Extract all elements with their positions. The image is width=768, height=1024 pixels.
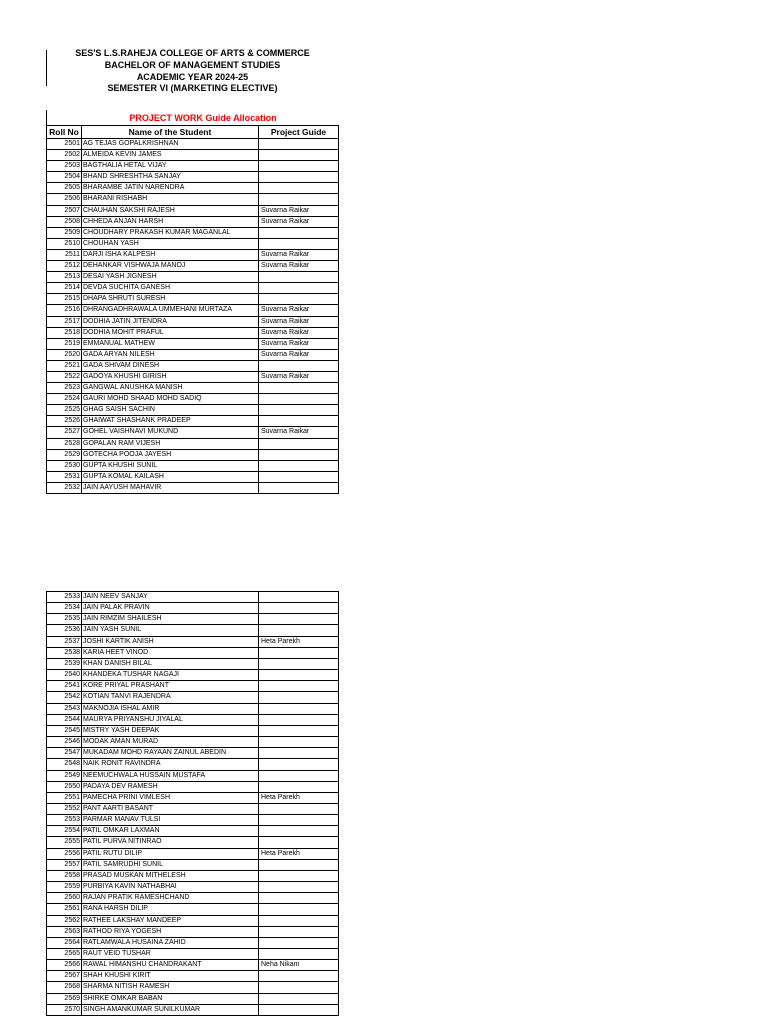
- table-row: [47, 216, 339, 227]
- project-guide-cell: [259, 360, 339, 371]
- roll-number-cell: 2569: [47, 993, 82, 1004]
- roll-number-cell: 2511: [47, 249, 82, 260]
- roll-number-cell: 2520: [47, 349, 82, 360]
- student-name-cell: PATIL SAMRUDHI SUNIL: [82, 859, 259, 870]
- table-row: [47, 327, 339, 338]
- student-name-cell: KOTIAN TANVI RAJENDRA: [82, 692, 259, 703]
- project-guide-cell: Suvarna Raikar: [259, 205, 339, 216]
- table-row: [47, 338, 339, 349]
- roll-number-cell: 2503: [47, 161, 82, 172]
- project-guide-cell: [259, 449, 339, 460]
- student-name-cell: MAURYA PRIYANSHU JIYALAL: [82, 714, 259, 725]
- student-name-cell: PATIL PURVA NITINRAO: [82, 837, 259, 848]
- project-guide-cell: Suvarna Raikar: [259, 338, 339, 349]
- student-name-cell: DODHIA MOHIT PRAFUL: [82, 327, 259, 338]
- student-name-cell: GADA SHIVAM DINESH: [82, 360, 259, 371]
- table-row: [47, 993, 339, 1004]
- student-name-cell: PRASAD MUSKAN MITHELESH: [82, 870, 259, 881]
- student-name-cell: GOPALAN RAM VIJESH: [82, 438, 259, 449]
- student-name-cell: MUKADAM MOHD RAYAAN ZAINUL ABEDIN: [82, 748, 259, 759]
- student-name-cell: PATIL OMKAR LAXMAN: [82, 826, 259, 837]
- roll-number-cell: 2517: [47, 316, 82, 327]
- student-name-cell: GOTECHA POOJA JAYESH: [82, 449, 259, 460]
- table-row: [47, 926, 339, 937]
- student-name-cell: KORE PRIYAL PRASHANT: [82, 681, 259, 692]
- student-name-cell: KHANDEKA TUSHAR NAGAJI: [82, 670, 259, 681]
- roll-number-cell: 2502: [47, 150, 82, 161]
- project-guide-cell: Neha Nikam: [259, 960, 339, 971]
- roll-number-cell: 2540: [47, 670, 82, 681]
- project-guide-cell: Heta Parekh: [259, 792, 339, 803]
- student-name-cell: AG TEJAS GOPALKRISHNAN: [82, 139, 259, 150]
- roll-number-cell: 2561: [47, 904, 82, 915]
- roll-number-cell: 2515: [47, 294, 82, 305]
- table-row: [47, 205, 339, 216]
- table-row: [47, 848, 339, 859]
- project-guide-cell: Suvarna Raikar: [259, 216, 339, 227]
- table-row: [47, 826, 339, 837]
- student-name-cell: MODAK AMAN MURAD: [82, 737, 259, 748]
- roll-number-cell: 2564: [47, 937, 82, 948]
- student-name-cell: GHAG SAISH SACHIN: [82, 405, 259, 416]
- project-guide-cell: Heta Parekh: [259, 848, 339, 859]
- student-name-cell: RATLAMWALA HUSAINA ZAHID: [82, 937, 259, 948]
- table-row: [47, 681, 339, 692]
- project-guide-cell: [259, 394, 339, 405]
- student-name-cell: JOSHI KARTIK ANISH: [82, 636, 259, 647]
- table-row: [47, 614, 339, 625]
- student-name-cell: CHOUHAN YASH: [82, 238, 259, 249]
- allocation-title: PROJECT WORK Guide Allocation: [129, 113, 277, 123]
- student-name-cell: EMMANUAL MATHEW: [82, 338, 259, 349]
- roll-number-cell: 2553: [47, 815, 82, 826]
- table-row: [47, 859, 339, 870]
- table-row: [47, 949, 339, 960]
- table-row: [47, 383, 339, 394]
- left-margin-line-table: [46, 110, 47, 126]
- roll-number-cell: 2548: [47, 759, 82, 770]
- roll-number-cell: 2504: [47, 172, 82, 183]
- left-margin-line-top: [46, 50, 47, 86]
- project-guide-cell: [259, 405, 339, 416]
- student-name-cell: DODHIA JATIN JITENDRA: [82, 316, 259, 327]
- project-guide-cell: [259, 982, 339, 993]
- student-name-cell: ALMEIDA KEVIN JAMES: [82, 150, 259, 161]
- table-row: [47, 394, 339, 405]
- project-guide-cell: Suvarna Raikar: [259, 371, 339, 382]
- project-guide-cell: [259, 725, 339, 736]
- table-row: [47, 937, 339, 948]
- table-row: [47, 625, 339, 636]
- project-guide-cell: [259, 283, 339, 294]
- roll-number-cell: 2563: [47, 926, 82, 937]
- table-row: [47, 960, 339, 971]
- student-name-cell: PADAYA DEV RAMESH: [82, 781, 259, 792]
- table-row: [47, 692, 339, 703]
- table-row: [47, 405, 339, 416]
- roll-number-cell: 2538: [47, 647, 82, 658]
- roll-number-cell: 2533: [47, 592, 82, 603]
- table-row: [47, 172, 339, 183]
- table-row: [47, 792, 339, 803]
- table-row: [47, 759, 339, 770]
- table-header-row: [47, 126, 339, 139]
- student-name-cell: DEHANKAR VISHWAJA MANOJ: [82, 261, 259, 272]
- table-row: [47, 603, 339, 614]
- table-row: [47, 882, 339, 893]
- student-name-cell: BHARAMBE JATIN NARENDRA: [82, 183, 259, 194]
- document-header: [60, 48, 325, 95]
- student-name-cell: DESAI YASH JIGNESH: [82, 272, 259, 283]
- allocation-table-2: [46, 591, 339, 1016]
- project-guide-cell: [259, 926, 339, 937]
- student-name-cell: PANT AARTI BASANT: [82, 803, 259, 814]
- roll-number-cell: 2566: [47, 960, 82, 971]
- project-guide-cell: Suvarna Raikar: [259, 316, 339, 327]
- roll-number-cell: 2532: [47, 482, 82, 493]
- student-name-cell: MISTRY YASH DEEPAK: [82, 725, 259, 736]
- header-project-guide: Project Guide: [259, 126, 339, 139]
- roll-number-cell: 2516: [47, 305, 82, 316]
- project-guide-cell: [259, 815, 339, 826]
- project-guide-cell: [259, 460, 339, 471]
- student-name-cell: RATHEE LAKSHAY MANDEEP: [82, 915, 259, 926]
- table-row: [47, 272, 339, 283]
- student-name-cell: JAIN PALAK PRAVIN: [82, 603, 259, 614]
- roll-number-cell: 2519: [47, 338, 82, 349]
- roll-number-cell: 2559: [47, 882, 82, 893]
- student-name-cell: BHAND SHRESHTHA SANJAY: [82, 172, 259, 183]
- student-name-cell: MAKNOJIA ISHAL AMIR: [82, 703, 259, 714]
- project-guide-cell: [259, 183, 339, 194]
- student-name-cell: RATHOD RIYA YOGESH: [82, 926, 259, 937]
- table-2-body: [47, 592, 339, 1016]
- roll-number-cell: 2508: [47, 216, 82, 227]
- roll-number-cell: 2518: [47, 327, 82, 338]
- roll-number-cell: 2568: [47, 982, 82, 993]
- roll-number-cell: 2560: [47, 893, 82, 904]
- project-guide-cell: [259, 748, 339, 759]
- project-guide-cell: Suvarna Raikar: [259, 249, 339, 260]
- project-guide-cell: [259, 150, 339, 161]
- student-name-cell: JAIN NEEV SANJAY: [82, 592, 259, 603]
- table-row: [47, 449, 339, 460]
- roll-number-cell: 2534: [47, 603, 82, 614]
- roll-number-cell: 2510: [47, 238, 82, 249]
- table-row: [47, 227, 339, 238]
- project-guide-cell: Suvarna Raikar: [259, 427, 339, 438]
- project-guide-cell: [259, 416, 339, 427]
- student-name-cell: DHRANGADHRAWALA UMMEHANI MURTAZA: [82, 305, 259, 316]
- roll-number-cell: 2551: [47, 792, 82, 803]
- roll-number-cell: 2549: [47, 770, 82, 781]
- student-name-cell: GADA ARYAN NILESH: [82, 349, 259, 360]
- semester: SEMESTER VI (MARKETING ELECTIVE): [107, 83, 278, 94]
- academic-year: ACADEMIC YEAR 2024-25: [136, 71, 249, 82]
- student-name-cell: DARJI ISHA KALPESH: [82, 249, 259, 260]
- table-row: [47, 893, 339, 904]
- student-name-cell: SINGH AMANKUMAR SUNILKUMAR: [82, 1004, 259, 1015]
- roll-number-cell: 2512: [47, 261, 82, 272]
- roll-number-cell: 2507: [47, 205, 82, 216]
- table-row: [47, 161, 339, 172]
- table-row: [47, 670, 339, 681]
- roll-number-cell: 2567: [47, 971, 82, 982]
- roll-number-cell: 2544: [47, 714, 82, 725]
- student-name-cell: GHAIWAT SHASHANK PRADEEP: [82, 416, 259, 427]
- allocation-table-1: [46, 125, 339, 494]
- table-row: [47, 737, 339, 748]
- roll-number-cell: 2543: [47, 703, 82, 714]
- roll-number-cell: 2524: [47, 394, 82, 405]
- project-guide-cell: Suvarna Raikar: [259, 261, 339, 272]
- roll-number-cell: 2557: [47, 859, 82, 870]
- table-row: [47, 316, 339, 327]
- project-guide-cell: [259, 692, 339, 703]
- project-guide-cell: [259, 1004, 339, 1015]
- roll-number-cell: 2556: [47, 848, 82, 859]
- student-name-cell: CHOUDHARY PRAKASH KUMAR MAGANLAL: [82, 227, 259, 238]
- student-name-cell: GAURI MOHD SHAAD MOHD SADIQ: [82, 394, 259, 405]
- project-guide-cell: [259, 904, 339, 915]
- table-row: [47, 482, 339, 493]
- project-guide-cell: [259, 971, 339, 982]
- student-name-cell: CHAUHAN SAKSHI RAJESH: [82, 205, 259, 216]
- table-row: [47, 647, 339, 658]
- table-row: [47, 781, 339, 792]
- table-row: [47, 725, 339, 736]
- project-guide-cell: [259, 882, 339, 893]
- student-name-cell: NEEMUCHWALA HUSSAIN MUSTAFA: [82, 770, 259, 781]
- student-name-cell: NAIK RONIT RAVINDRA: [82, 759, 259, 770]
- table-row: [47, 915, 339, 926]
- table-row: [47, 837, 339, 848]
- roll-number-cell: 2521: [47, 360, 82, 371]
- roll-number-cell: 2558: [47, 870, 82, 881]
- project-guide-cell: Suvarna Raikar: [259, 349, 339, 360]
- table-row: [47, 904, 339, 915]
- project-guide-cell: [259, 837, 339, 848]
- roll-number-cell: 2542: [47, 692, 82, 703]
- student-name-cell: JAIN YASH SUNIL: [82, 625, 259, 636]
- header-student-name: Name of the Student: [82, 126, 259, 139]
- college-name: SES'S L.S.RAHEJA COLLEGE OF ARTS & COMMERCE: [75, 48, 310, 58]
- table-row: [47, 283, 339, 294]
- student-name-cell: BHARANI RISHABH: [82, 194, 259, 205]
- project-guide-cell: [259, 670, 339, 681]
- project-guide-cell: Suvarna Raikar: [259, 327, 339, 338]
- student-name-cell: PAMECHA PRINI VIMLESH: [82, 792, 259, 803]
- student-name-cell: SHAH KHUSHI KIRIT: [82, 971, 259, 982]
- roll-number-cell: 2523: [47, 383, 82, 394]
- roll-number-cell: 2550: [47, 781, 82, 792]
- student-name-cell: PARMAR MANAV TULSI: [82, 815, 259, 826]
- project-guide-cell: [259, 647, 339, 658]
- roll-number-cell: 2552: [47, 803, 82, 814]
- table-1-body: [47, 139, 339, 494]
- project-guide-cell: [259, 826, 339, 837]
- project-guide-cell: [259, 294, 339, 305]
- roll-number-cell: 2535: [47, 614, 82, 625]
- project-guide-cell: [259, 870, 339, 881]
- project-guide-cell: [259, 603, 339, 614]
- student-name-cell: RAUT VEID TUSHAR: [82, 949, 259, 960]
- table-row: [47, 438, 339, 449]
- student-name-cell: GOHEL VAISHNAVI MUKUND: [82, 427, 259, 438]
- project-guide-cell: [259, 227, 339, 238]
- roll-number-cell: 2539: [47, 658, 82, 669]
- table-row: [47, 714, 339, 725]
- roll-number-cell: 2529: [47, 449, 82, 460]
- student-name-cell: JAIN AAYUSH MAHAVIR: [82, 482, 259, 493]
- student-name-cell: KHAN DANISH BILAL: [82, 658, 259, 669]
- project-guide-cell: [259, 949, 339, 960]
- student-name-cell: KARIA HEET VINOD: [82, 647, 259, 658]
- roll-number-cell: 2545: [47, 725, 82, 736]
- roll-number-cell: 2541: [47, 681, 82, 692]
- table-row: [47, 658, 339, 669]
- project-guide-cell: [259, 893, 339, 904]
- table-row: [47, 460, 339, 471]
- student-name-cell: CHHEDA ANJAN HARSH: [82, 216, 259, 227]
- roll-number-cell: 2506: [47, 194, 82, 205]
- table-row: [47, 471, 339, 482]
- table-row: [47, 770, 339, 781]
- table-row: [47, 1004, 339, 1015]
- student-name-cell: DHAPA SHRUTI SURESH: [82, 294, 259, 305]
- student-name-cell: PURBIYA KAVIN NATHABHAI: [82, 882, 259, 893]
- project-guide-cell: Heta Parekh: [259, 636, 339, 647]
- table-row: [47, 971, 339, 982]
- roll-number-cell: 2546: [47, 737, 82, 748]
- table-row: [47, 427, 339, 438]
- project-guide-cell: [259, 859, 339, 870]
- project-guide-cell: [259, 759, 339, 770]
- project-guide-cell: [259, 272, 339, 283]
- table-row: [47, 360, 339, 371]
- student-name-cell: GADOYA KHUSHI GIRISH: [82, 371, 259, 382]
- project-guide-cell: [259, 681, 339, 692]
- student-name-cell: RAWAL HIMANSHU CHANDRAKANT: [82, 960, 259, 971]
- student-name-cell: DEVDA SUCHITA GANESH: [82, 283, 259, 294]
- programme-name: BACHELOR OF MANAGEMENT STUDIES: [104, 59, 281, 70]
- roll-number-cell: 2509: [47, 227, 82, 238]
- project-guide-cell: [259, 592, 339, 603]
- project-guide-cell: [259, 139, 339, 150]
- roll-number-cell: 2514: [47, 283, 82, 294]
- project-guide-cell: [259, 737, 339, 748]
- student-name-cell: BAGTHALIA HETAL VIJAY: [82, 161, 259, 172]
- roll-number-cell: 2501: [47, 139, 82, 150]
- project-guide-cell: [259, 770, 339, 781]
- project-guide-cell: [259, 803, 339, 814]
- roll-number-cell: 2570: [47, 1004, 82, 1015]
- project-guide-cell: [259, 714, 339, 725]
- table-row: [47, 349, 339, 360]
- project-guide-cell: [259, 993, 339, 1004]
- roll-number-cell: 2536: [47, 625, 82, 636]
- roll-number-cell: 2513: [47, 272, 82, 283]
- student-name-cell: RAJAN PRATIK RAMESHCHAND: [82, 893, 259, 904]
- project-guide-cell: [259, 471, 339, 482]
- project-guide-cell: [259, 161, 339, 172]
- table-row: [47, 150, 339, 161]
- project-guide-cell: [259, 625, 339, 636]
- project-guide-cell: [259, 658, 339, 669]
- roll-number-cell: 2522: [47, 371, 82, 382]
- roll-number-cell: 2530: [47, 460, 82, 471]
- project-guide-cell: [259, 937, 339, 948]
- project-guide-cell: [259, 172, 339, 183]
- student-name-cell: RANA HARSH DILIP: [82, 904, 259, 915]
- table-row: [47, 238, 339, 249]
- student-name-cell: SHARMA NITISH RAMESH: [82, 982, 259, 993]
- table-row: [47, 803, 339, 814]
- roll-number-cell: 2537: [47, 636, 82, 647]
- table-row: [47, 748, 339, 759]
- student-name-cell: SHIRKE OMKAR BABAN: [82, 993, 259, 1004]
- roll-number-cell: 2527: [47, 427, 82, 438]
- roll-number-cell: 2547: [47, 748, 82, 759]
- header-roll-no: Roll No: [47, 126, 82, 139]
- roll-number-cell: 2562: [47, 915, 82, 926]
- roll-number-cell: 2555: [47, 837, 82, 848]
- roll-number-cell: 2531: [47, 471, 82, 482]
- table-row: [47, 261, 339, 272]
- project-guide-cell: Suvarna Raikar: [259, 305, 339, 316]
- project-guide-cell: [259, 781, 339, 792]
- roll-number-cell: 2554: [47, 826, 82, 837]
- project-guide-cell: [259, 482, 339, 493]
- table-row: [47, 249, 339, 260]
- student-name-cell: PATIL RUTU DILIP: [82, 848, 259, 859]
- student-name-cell: JAIN RIMZIM SHAILESH: [82, 614, 259, 625]
- table-row: [47, 294, 339, 305]
- table-row: [47, 982, 339, 993]
- student-name-cell: GUPTA KOMAL KAILASH: [82, 471, 259, 482]
- table-row: [47, 371, 339, 382]
- table-row: [47, 870, 339, 881]
- project-guide-cell: [259, 194, 339, 205]
- project-guide-cell: [259, 915, 339, 926]
- table-row: [47, 305, 339, 316]
- roll-number-cell: 2526: [47, 416, 82, 427]
- project-guide-cell: [259, 383, 339, 394]
- table-row: [47, 636, 339, 647]
- project-guide-cell: [259, 238, 339, 249]
- table-row: [47, 139, 339, 150]
- roll-number-cell: 2525: [47, 405, 82, 416]
- student-name-cell: GANGWAL ANUSHKA MANISH: [82, 383, 259, 394]
- roll-number-cell: 2528: [47, 438, 82, 449]
- project-guide-cell: [259, 438, 339, 449]
- project-guide-cell: [259, 703, 339, 714]
- table-row: [47, 194, 339, 205]
- table-row: [47, 183, 339, 194]
- student-name-cell: GUPTA KHUSHI SUNIL: [82, 460, 259, 471]
- table-row: [47, 592, 339, 603]
- table-row: [47, 703, 339, 714]
- roll-number-cell: 2505: [47, 183, 82, 194]
- table-row: [47, 416, 339, 427]
- project-guide-cell: [259, 614, 339, 625]
- roll-number-cell: 2565: [47, 949, 82, 960]
- table-row: [47, 815, 339, 826]
